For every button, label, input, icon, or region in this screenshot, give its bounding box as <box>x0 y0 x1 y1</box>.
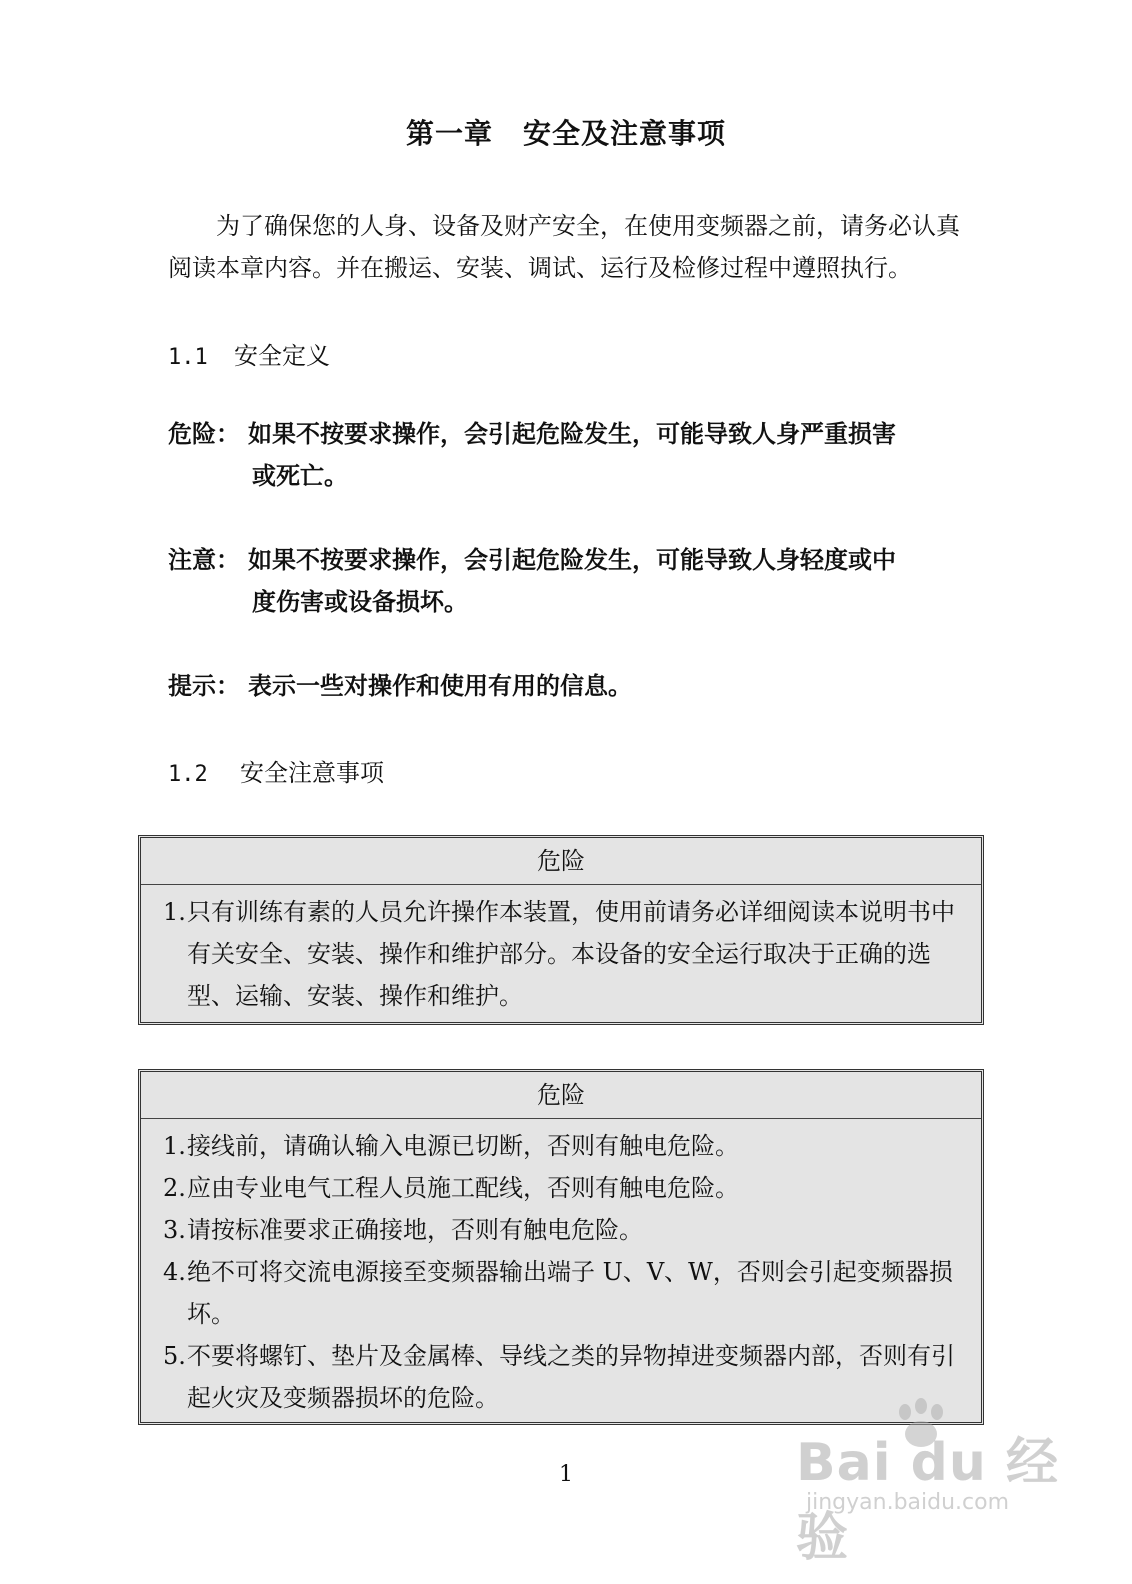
danger-box-heading: 危险 <box>141 838 981 885</box>
page-number: 1 <box>559 1462 573 1487</box>
definition-term: 注意： <box>168 545 240 574</box>
definition-text-line2: 度伤害或设备损坏。 <box>252 587 468 616</box>
list-item <box>163 1125 961 1167</box>
definition-tip <box>168 665 968 707</box>
list-item-text: 绝不可将交流电源接至变频器输出端子 U、V、W，否则会引起变频器损坏。 <box>187 1258 953 1328</box>
danger-box-body <box>141 1119 981 1429</box>
list-item <box>163 1167 961 1209</box>
list-item-number: 1. <box>163 1132 186 1160</box>
list-item-text: 请按标准要求正确接地，否则有触电危险。 <box>187 1216 643 1244</box>
list-item-text: 不要将螺钉、垫片及金属棒、导线之类的异物掉进变频器内部，否则有引起火灾及变频器损坏的危险。 <box>187 1342 955 1412</box>
section-heading-1-1 <box>168 336 330 371</box>
baidu-watermark <box>796 1398 1096 1568</box>
definition-term: 提示： <box>168 671 240 700</box>
danger-box-heading: 危险 <box>141 1072 981 1119</box>
list-item-number: 1. <box>163 898 186 926</box>
section-number: 1.1 <box>168 345 208 370</box>
definition-text-line1: 如果不按要求操作，会引起危险发生，可能导致人身严重损害 <box>248 419 896 448</box>
list-item-number: 3. <box>163 1216 186 1244</box>
definition-danger <box>168 413 968 497</box>
section-title: 安全注意事项 <box>240 759 384 787</box>
list-item <box>163 1209 961 1251</box>
list-item <box>163 891 961 1017</box>
definition-text-line2: 或死亡。 <box>252 461 348 490</box>
list-item-number: 5. <box>163 1342 186 1370</box>
danger-box-body <box>141 885 981 1027</box>
definition-term: 危险： <box>168 419 240 448</box>
list-item-text: 只有训练有素的人员允许操作本装置，使用前请务必详细阅读本说明书中有关安全、安装、操作和维护部分。本设备的安全运行取决于正确的选型、运输、安装、操作和维护。 <box>187 898 955 1010</box>
list-item <box>163 1251 961 1335</box>
section-heading-1-2 <box>168 753 384 788</box>
intro-paragraph: 为了确保您的人身、设备及财产安全，在使用变频器之前，请务必认真阅读本章内容。并在搬运、安装、调试、运行及检修过程中遵照执行。 <box>168 212 960 282</box>
watermark-url: jingyan.baidu.com <box>806 1490 1010 1515</box>
definition-text-line1: 表示一些对操作和使用有用的信息。 <box>248 671 632 700</box>
chapter-title <box>0 112 1132 152</box>
list-item-text: 应由专业电气工程人员施工配线，否则有触电危险。 <box>187 1174 739 1202</box>
definition-caution <box>168 539 968 623</box>
danger-box-2 <box>138 1069 984 1425</box>
danger-box-1 <box>138 835 984 1025</box>
list-item-text: 接线前，请确认输入电源已切断，否则有触电危险。 <box>187 1132 739 1160</box>
list-item-number: 4. <box>163 1258 186 1286</box>
chapter-label: 第一章 <box>405 117 493 150</box>
list-item-number: 2. <box>163 1174 186 1202</box>
chapter-title-text: 安全及注意事项 <box>523 117 727 150</box>
section-title: 安全定义 <box>234 342 330 370</box>
definition-text-line1: 如果不按要求操作，会引起危险发生，可能导致人身轻度或中 <box>248 545 896 574</box>
section-number: 1.2 <box>168 762 208 787</box>
watermark-brand: Bai du 经验 <box>796 1433 1059 1568</box>
